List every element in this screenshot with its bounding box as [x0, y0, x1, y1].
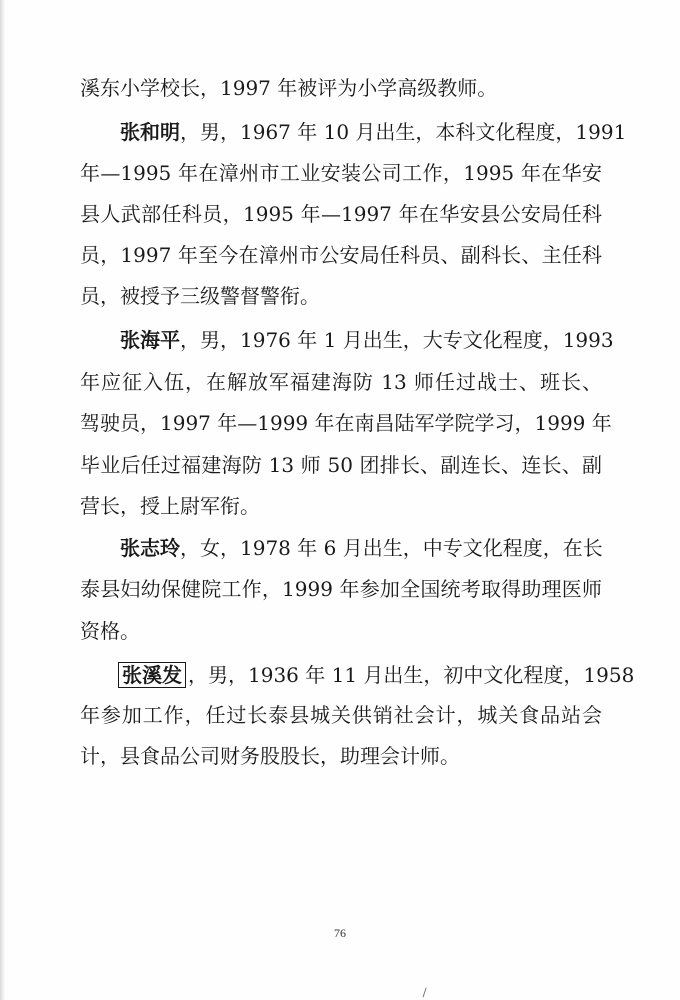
line-text: 年应征入伍，在解放军福建海防 13 师任过战士、班长、	[80, 370, 602, 394]
line-text: 驾驶员，1997 年—1999 年在南昌陆军学院学习，1999 年	[80, 411, 612, 435]
person-name: 张海平	[120, 328, 180, 352]
text-line	[80, 406, 612, 440]
line-text: 计，县食品公司财务股股长，助理会计师。	[80, 744, 460, 768]
line-text: ，男，1976 年 1 月出生，大专文化程度，1993	[180, 328, 614, 352]
page-number: 76	[334, 926, 346, 940]
text-line	[80, 279, 602, 313]
text-line	[80, 238, 602, 272]
line-text: 员，被授予三级警督警衔。	[80, 284, 320, 308]
text-line	[80, 614, 602, 648]
person-name: 张和明	[120, 120, 180, 144]
text-line	[80, 698, 602, 732]
boxed-person-name: 张溪发	[118, 662, 186, 688]
text-line	[80, 365, 602, 399]
line-text: 资格。	[80, 619, 140, 643]
text-line	[80, 156, 602, 190]
text-line	[120, 323, 614, 357]
line-text: 营长，授上尉军衔。	[80, 494, 260, 518]
text-line	[80, 739, 602, 773]
line-text: 泰县妇幼保健院工作，1999 年参加全国统考取得助理医师	[80, 577, 602, 601]
person-name: 张志玲	[120, 536, 180, 560]
line-text: ，女，1978 年 6 月出生，中专文化程度，在长	[180, 536, 603, 560]
text-line	[120, 531, 602, 565]
line-text: 毕业后任过福建海防 13 师 50 团排长、副连长、连长、副	[80, 453, 602, 477]
line-text: 年—1995 年在漳州市工业安装公司工作，1995 年在华安	[80, 161, 602, 185]
line-text: ，男，1967 年 10 月出生，本科文化程度，1991	[180, 120, 627, 144]
text-line	[118, 658, 635, 692]
line-text: 员，1997 年至今在漳州市公安局任科员、副科长、主任科	[80, 243, 602, 267]
line-text: 年参加工作，任过长泰县城关供销社会计，城关食品站会	[80, 703, 602, 727]
text-line	[80, 197, 602, 231]
text-line	[120, 115, 627, 149]
scan-mark	[423, 987, 431, 998]
scan-edge	[0, 0, 6, 1000]
line-text: 溪东小学校长，1997 年被评为小学高级教师。	[80, 76, 498, 100]
text-line	[80, 71, 602, 105]
text-line	[80, 572, 602, 606]
text-line	[80, 448, 602, 482]
line-text: 县人武部任科员，1995 年—1997 年在华安县公安局任科	[80, 202, 602, 226]
text-line	[80, 489, 602, 523]
line-text: ，男，1936 年 11 月出生，初中文化程度，1958	[188, 663, 635, 687]
